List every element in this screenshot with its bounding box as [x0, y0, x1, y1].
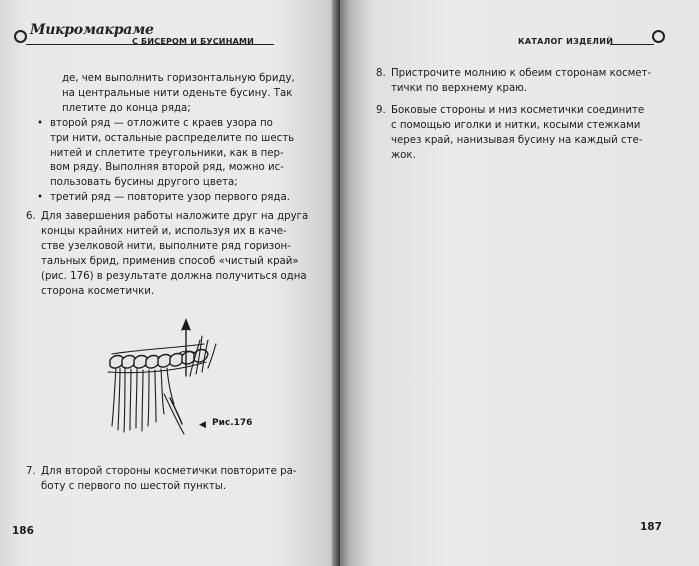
text-line: плетите до конца ряда; [62, 102, 191, 114]
step-item [376, 67, 664, 97]
header-circle-icon [14, 30, 27, 43]
text-line: нитей и сплетите треугольники, как в пер- [50, 147, 284, 159]
text-line: (рис. 176) в результате должна получиться одна [41, 270, 307, 282]
bullet-mark: • [37, 192, 44, 204]
text-line: Боковые стороны и низ косметички соедините [391, 104, 645, 116]
left-page [0, 0, 340, 566]
text-line: стве узелковой нити, выполните ряд горизон- [41, 240, 291, 252]
text-line: на центральные нити оденьте бусину. Так [62, 87, 293, 99]
text-line: концы крайних нитей и, используя их в каче- [41, 226, 287, 238]
section-title: КАТАЛОГ ИЗДЕЛИЙ [518, 37, 614, 46]
header-rule [610, 44, 654, 45]
right-page [340, 0, 699, 566]
step-number: 9. [376, 104, 386, 116]
step-number: 8. [376, 68, 386, 79]
text-line: вом ряду. Выполняя второй ряд, можно ис- [50, 162, 284, 174]
text-line: третий ряд — повторите узор первого ряда. [50, 192, 290, 204]
series-subtitle: С БИСЕРОМ И БУСИНАМИ [132, 37, 255, 46]
step-item [26, 210, 316, 299]
text-line: Для второй стороны косметички повторите ра- [41, 466, 297, 477]
text-line: с помощью иголки и нитки, косыми стежками [391, 119, 641, 131]
caption-pointer-icon: ◀ [199, 420, 206, 430]
text-line: три нити, остальные распределите по шесть [50, 132, 295, 144]
step-number: 6. [26, 211, 36, 223]
step-item [26, 465, 316, 495]
text-line: тальных брид, применив способ «чистый край» [41, 255, 299, 267]
text-line: тички по верхнему краю. [391, 82, 528, 94]
series-logo: Микромакраме [30, 22, 154, 38]
text-line: сторона косметички. [41, 285, 155, 297]
text-line: боту с первого по шестой пункты. [41, 480, 227, 492]
text-line: пользовать бусины другого цвета; [50, 177, 238, 189]
text-line: второй ряд — отложите с краев узора по [50, 117, 273, 129]
left-page-text [26, 72, 316, 300]
text-line: Пристрочите молнию к обеим сторонам космет- [391, 68, 652, 79]
header-circle-icon [652, 30, 665, 43]
page-number-left: 186 [12, 525, 34, 537]
bullet-mark: • [37, 117, 44, 129]
bullet-item [37, 191, 316, 206]
figure-caption: Рис.176 [212, 418, 253, 428]
step-item [376, 104, 664, 164]
text-line: де, чем выполнить горизонтальную бриду, [62, 73, 295, 84]
text-line: жок. [391, 149, 416, 161]
right-page-text [376, 67, 664, 163]
text-line: через край, нанизывая бусину на каждый сте- [391, 134, 643, 146]
step-number: 7. [26, 466, 36, 477]
left-page-step7 [26, 465, 316, 495]
bullet-item [37, 117, 316, 192]
text-line: Для завершения работы наложите друг на друга [41, 211, 309, 223]
page-number-right: 187 [640, 521, 662, 533]
